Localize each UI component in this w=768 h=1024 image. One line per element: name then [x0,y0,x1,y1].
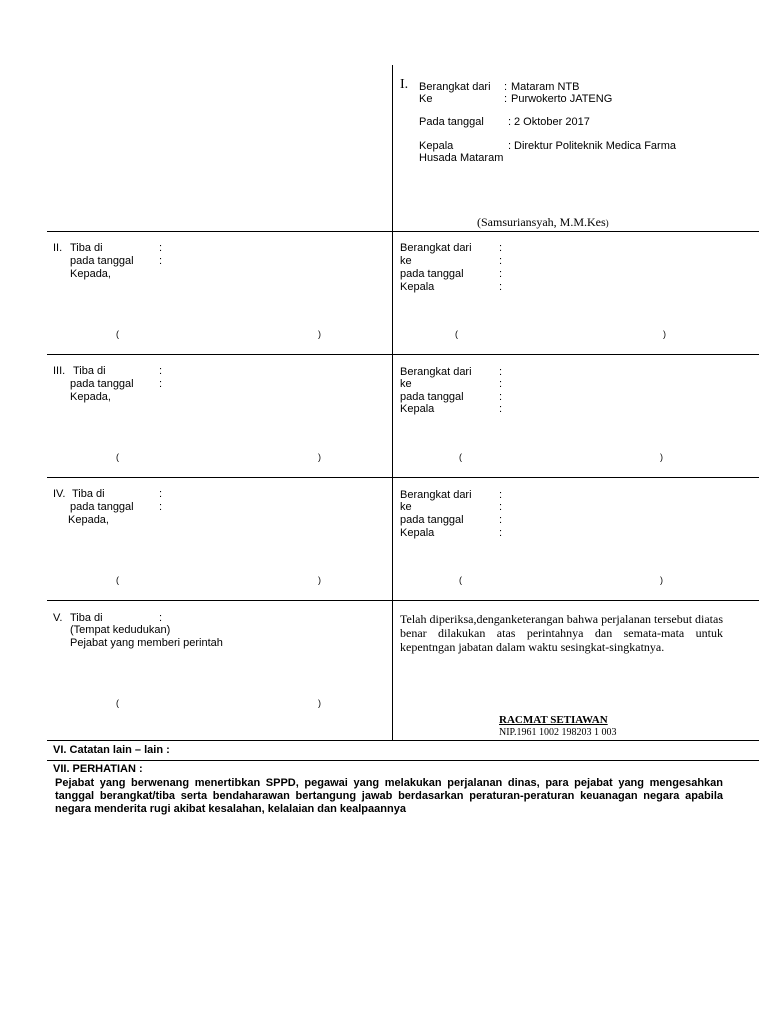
section5-pejabat: Pejabat yang memberi perintah [70,637,223,649]
paren-close: ) [318,329,321,339]
paren-open: ( [116,575,119,585]
arrival-label-tiba: Tiba di [73,365,106,377]
section1-label-dari: Berangkat dari [419,81,491,93]
departure-label-dari: Berangkat dari [400,366,472,378]
section1-value-tanggal: 2 Oktober 2017 [514,116,590,128]
section1-sep: : [504,81,508,93]
departure-sep: : [499,527,503,539]
departure-label-dari: Berangkat dari [400,489,472,501]
departure-sep: : [499,489,503,501]
departure-sep: : [499,403,503,415]
arrival-label-tanggal: pada tanggal [70,255,134,267]
departure-label-ke: ke [400,378,412,390]
section5-tiba: Tiba di [70,612,103,624]
paren-close: ) [318,575,321,585]
departure-sep: : [499,366,503,378]
section5-tempat: (Tempat kedudukan) [70,624,171,636]
arrival-sep: : [159,242,163,254]
section1-sep: : [508,140,512,152]
verifier-nip: NIP.1961 1002 198203 1 003 [499,727,617,738]
arrival-sep: : [159,488,163,500]
section1-sep: : [508,116,512,128]
section1-kepala-cont: Husada Mataram [419,152,504,164]
departure-label-tanggal: pada tanggal [400,514,464,526]
arrival-sep: : [159,378,163,390]
section1-label-tanggal: Pada tanggal [419,116,484,128]
departure-label-tanggal: pada tanggal [400,391,464,403]
center-divider [392,65,393,741]
departure-label-ke: ke [400,501,412,513]
arrival-label-tiba: Tiba di [72,488,105,500]
row-divider-1 [47,231,759,232]
departure-label-kepala: Kepala [400,527,435,539]
section1-value-dari: Mataram NTB [511,81,580,93]
departure-label-kepala: Kepala [400,403,435,415]
row-divider-6 [47,760,759,761]
row-divider-4 [47,600,759,601]
paren-close: ) [318,452,321,462]
arrival-label-kepada: Kepada, [70,268,111,280]
paren-open: ( [116,452,119,462]
departure-sep: : [499,255,503,267]
verification-statement: Telah diperiksa,denganketerangan bahwa perjalanan tersebut diatas benar dilakukan atas perintahnya dan semata-mata untuk kepentngan jabatan dalam waktu sesingkat-singkatnya. [400,612,724,654]
departure-sep: : [499,242,503,254]
arrival-label-kepada: Kepada, [68,514,109,526]
section5-sep: : [159,612,163,624]
arrival-number: II. [53,242,63,254]
arrival-sep: : [159,365,163,377]
paren-open: ( [459,452,462,462]
paren-open: ( [116,698,119,708]
arrival-number: III. [53,365,66,377]
arrival-label-tanggal: pada tanggal [70,501,134,513]
arrival-sep: : [159,255,163,267]
arrival-label-kepada: Kepada, [70,391,111,403]
departure-label-kepala: Kepala [400,281,435,293]
section-number: I. [400,77,409,92]
departure-label-dari: Berangkat dari [400,242,472,254]
row-divider-3 [47,477,759,478]
arrival-sep: : [159,501,163,513]
section1-signer: (Samsuriansyah, M.M.Kes) [477,215,609,229]
section1-sep: : [504,93,508,105]
departure-label-tanggal: pada tanggal [400,268,464,280]
arrival-number: IV. [53,488,66,500]
arrival-label-tanggal: pada tanggal [70,378,134,390]
departure-label-ke: ke [400,255,412,267]
arrival-label-tiba: Tiba di [70,242,103,254]
paren-open: ( [455,329,458,339]
departure-sep: : [499,281,503,293]
paren-close: ) [660,452,663,462]
departure-sep: : [499,514,503,526]
section7-title: VII. PERHATIAN : [53,763,143,775]
section1-value-ke: Purwokerto JATENG [511,93,613,105]
paren-open: ( [459,575,462,585]
section1-label-ke: Ke [419,93,433,105]
departure-sep: : [499,501,503,513]
departure-sep: : [499,378,503,390]
departure-sep: : [499,268,503,280]
paren-close: ) [318,698,321,708]
verifier-name: RACMAT SETIAWAN [499,714,608,726]
section1-label-kepala: Kepala [419,140,454,152]
section7-text: Pejabat yang berwenang menertibkan SPPD, pegawai yang melakukan perjalanan dinas, para pejabat yang mengesahkan tanggal berangkat/tiba serta bendaharawan bertangung jawab berdasarkan peraturan-peraturan keuanagan negara apabila negara menderita rugi akibat kesalahan, kelalaian dan kealpaannya [55,777,723,815]
paren-close: ) [660,575,663,585]
section6-title: VI. Catatan lain – lain : [53,744,170,756]
section5-number: V. [53,612,63,624]
row-divider-2 [47,354,759,355]
paren-close: ) [663,329,666,339]
section1-value-kepala: Direktur Politeknik Medica Farma [514,140,676,152]
departure-sep: : [499,391,503,403]
row-divider-5 [47,740,759,741]
paren-open: ( [116,329,119,339]
